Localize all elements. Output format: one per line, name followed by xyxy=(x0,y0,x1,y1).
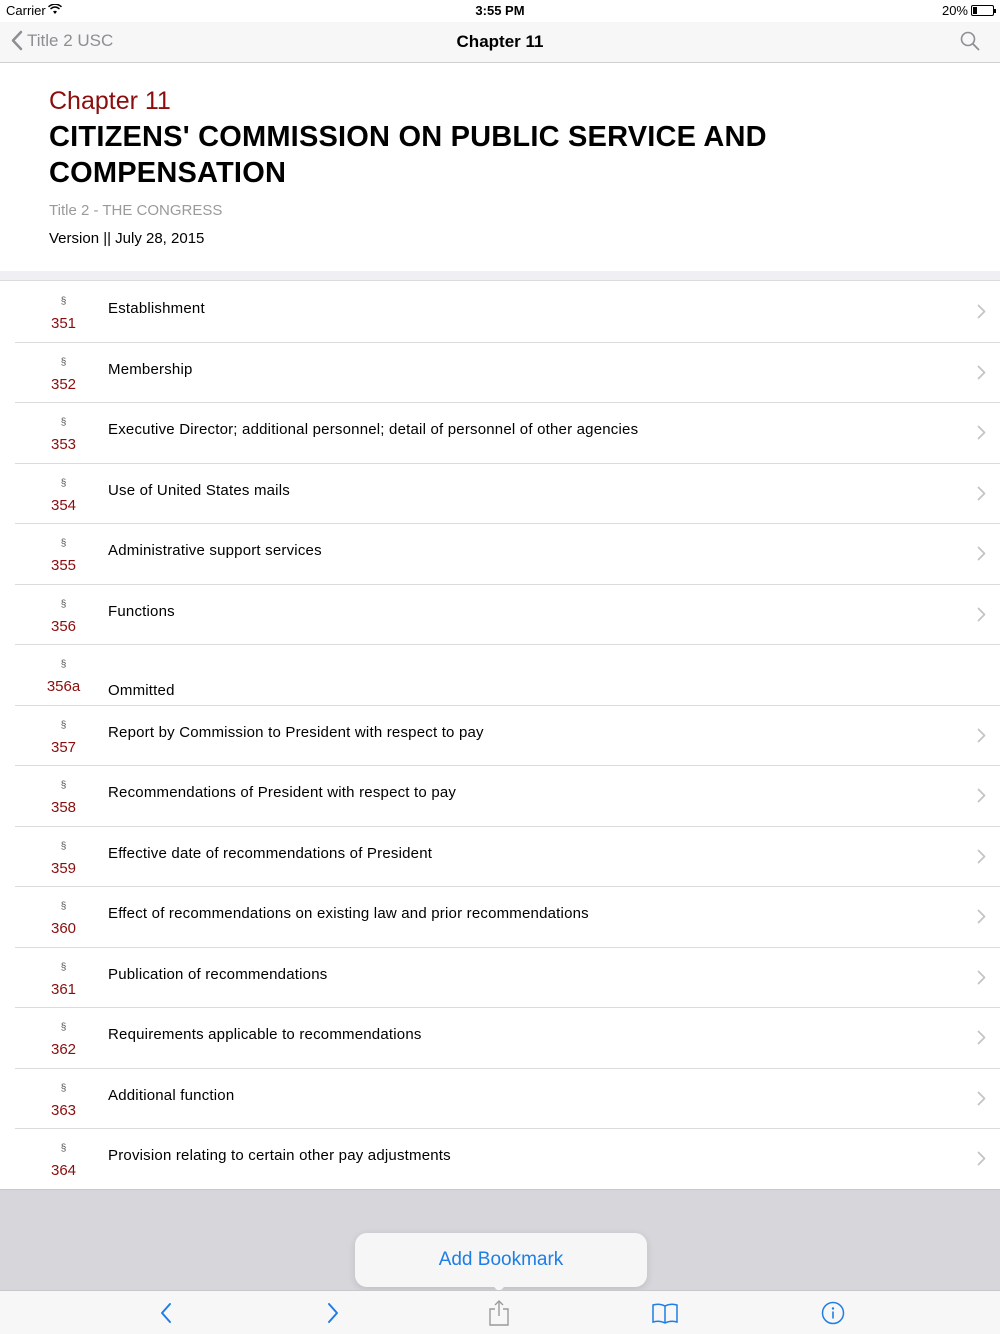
chapter-name: CITIZENS' COMMISSION ON PUBLIC SERVICE AND COMPENSATION xyxy=(49,121,767,189)
section-symbol: § xyxy=(60,840,67,852)
chapter-label: Chapter 11 xyxy=(49,87,171,115)
section-title: Additional function xyxy=(108,1086,235,1104)
section-symbol: § xyxy=(60,1082,67,1094)
battery-percent: 20% xyxy=(941,3,968,18)
section-number: 358 xyxy=(50,799,77,816)
share-icon xyxy=(488,1299,510,1327)
section-row[interactable] xyxy=(0,282,1000,343)
section-number: 355 xyxy=(50,557,77,574)
battery-icon xyxy=(971,5,994,16)
section-row[interactable] xyxy=(0,1008,1000,1069)
bookmarks-button[interactable] xyxy=(650,1298,680,1328)
section-number: 362 xyxy=(50,1041,77,1058)
section-symbol: § xyxy=(60,296,67,307)
navigation-bar xyxy=(0,22,1000,63)
section-number: 363 xyxy=(50,1101,77,1119)
section-list xyxy=(0,282,1000,1190)
section-row[interactable] xyxy=(0,524,1000,585)
chevron-right-icon xyxy=(977,1030,986,1050)
info-button[interactable] xyxy=(818,1298,848,1328)
clock: 3:55 PM xyxy=(475,3,525,18)
chevron-right-icon xyxy=(977,970,986,990)
section-title: Effect of recommendations on existing law and prior recommendations xyxy=(108,905,589,922)
section-symbol: § xyxy=(60,598,67,610)
section-title: Effective date of recommendations of President xyxy=(108,844,433,862)
book-icon xyxy=(651,1302,679,1324)
chevron-right-icon xyxy=(977,365,986,385)
chevron-right-icon xyxy=(977,728,986,748)
search-button[interactable] xyxy=(960,31,980,56)
chevron-right-icon xyxy=(977,849,986,869)
chevron-right-icon xyxy=(977,788,986,808)
section-separator xyxy=(0,271,1000,281)
chevron-right-icon xyxy=(977,1151,986,1171)
section-title: Membership xyxy=(108,360,193,378)
section-symbol: § xyxy=(60,356,67,368)
section-number: 356 xyxy=(50,617,77,635)
section-title: Executive Director; additional personnel; detail of personnel of other agencies xyxy=(108,421,639,438)
previous-button[interactable] xyxy=(151,1298,181,1328)
chevron-right-icon xyxy=(977,607,986,627)
chevron-right-icon xyxy=(977,304,986,324)
chevron-left-icon xyxy=(159,1302,173,1324)
section-title: Ommitted xyxy=(108,682,175,699)
share-button[interactable] xyxy=(484,1298,514,1328)
section-row[interactable] xyxy=(0,827,1000,888)
section-title: Functions xyxy=(108,602,175,620)
carrier-label: Carrier xyxy=(6,3,46,18)
section-title: Publication of recommendations xyxy=(108,965,328,983)
section-symbol: § xyxy=(60,780,67,791)
chevron-right-icon xyxy=(977,486,986,506)
section-row[interactable] xyxy=(0,343,1000,404)
section-number: 357 xyxy=(50,738,77,756)
section-number: 360 xyxy=(50,920,77,937)
section-title: Report by Commission to President with respect to pay xyxy=(108,723,484,741)
section-row[interactable] xyxy=(0,585,1000,646)
section-row[interactable] xyxy=(0,403,1000,464)
section-number: 361 xyxy=(50,980,77,998)
section-title: Administrative support services xyxy=(108,542,322,559)
status-bar xyxy=(0,0,1000,22)
section-row[interactable] xyxy=(0,464,1000,525)
section-symbol: § xyxy=(60,477,67,489)
section-title: Provision relating to certain other pay adjustments xyxy=(108,1147,451,1164)
section-row[interactable] xyxy=(0,706,1000,767)
section-title: Requirements applicable to recommendations xyxy=(108,1026,422,1043)
chevron-right-icon xyxy=(326,1302,340,1324)
chevron-right-icon xyxy=(977,1091,986,1111)
section-row[interactable] xyxy=(0,1129,1000,1190)
search-icon xyxy=(960,31,980,51)
back-label: Title 2 USC xyxy=(27,30,114,50)
section-row xyxy=(0,645,1000,706)
section-number: 353 xyxy=(50,436,77,453)
next-button[interactable] xyxy=(318,1298,348,1328)
section-title: Establishment xyxy=(108,300,205,317)
section-number: 356a xyxy=(46,678,81,695)
chevron-right-icon xyxy=(977,909,986,929)
section-symbol: § xyxy=(60,1143,67,1154)
info-icon xyxy=(821,1301,845,1325)
section-row[interactable] xyxy=(0,948,1000,1009)
title-subheading: Title 2 - THE CONGRESS xyxy=(49,202,223,219)
chevron-right-icon xyxy=(977,546,986,566)
section-symbol: § xyxy=(60,1022,67,1033)
section-title: Use of United States mails xyxy=(108,481,290,499)
add-bookmark-button[interactable]: Add Bookmark xyxy=(355,1233,647,1287)
section-symbol: § xyxy=(60,659,67,670)
section-number: 351 xyxy=(50,315,77,332)
section-row[interactable] xyxy=(0,1069,1000,1130)
section-symbol: § xyxy=(60,417,67,428)
section-number: 364 xyxy=(50,1162,77,1179)
section-number: 352 xyxy=(50,375,77,393)
section-symbol: § xyxy=(60,538,67,549)
section-title: Recommendations of President with respect to pay xyxy=(108,784,457,801)
section-row[interactable] xyxy=(0,887,1000,948)
chevron-right-icon xyxy=(977,425,986,445)
chapter-header xyxy=(0,63,1000,271)
section-number: 359 xyxy=(50,859,77,877)
section-symbol: § xyxy=(60,719,67,731)
nav-title: Chapter 11 xyxy=(456,32,544,51)
section-symbol: § xyxy=(60,961,67,973)
section-row[interactable] xyxy=(0,766,1000,827)
bottom-toolbar xyxy=(0,1290,1000,1334)
section-symbol: § xyxy=(60,901,67,912)
version-label: Version || July 28, 2015 xyxy=(49,230,205,247)
section-number: 354 xyxy=(50,496,77,514)
